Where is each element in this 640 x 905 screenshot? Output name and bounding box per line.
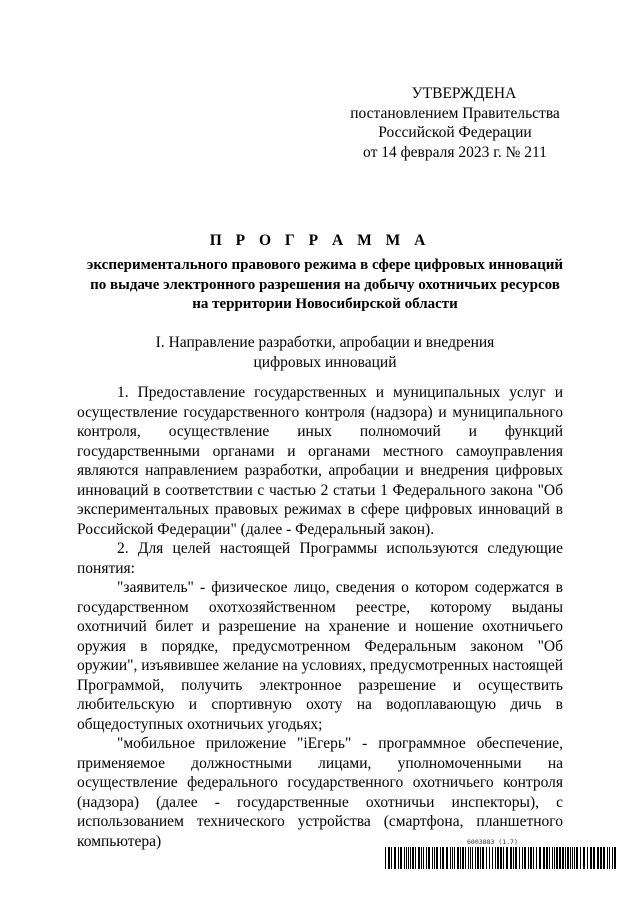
paragraph: 2. Для целей настоящей Программы используются следующие понятия: [77,540,563,577]
approval-date: от 14 февраля 2023 г. № 211 [363,143,547,161]
document-subtitle [60,256,590,315]
document-body [77,383,563,851]
approval-block [340,84,570,162]
approval-line: Российской Федерации [378,124,532,141]
subtitle-line: экспериментального правового режима в сфере цифровых инноваций [86,257,564,273]
barcode [385,838,617,869]
section-heading [120,333,530,372]
paragraph: "мобильное приложение "iЕгерь" - программное обеспечение, применяемое должностными лицами, уполномоченными на осуществление федерального государственного охотничьего контроля (надзора) (далее - государственные охотничьи инспекторы), с использованием технического устройства (смартфона, планшетного компьютера) [77,735,563,850]
approval-line: постановлением Правительства [350,104,560,122]
subtitle-line: на территории Новосибирской области [192,296,458,312]
paragraph: "заявитель" - физическое лицо, сведения о котором содержатся в государственном охотхозяйственном реестре, которому выданы охотничий билет и разрешение на хранение и ношение охотничьего оружия в порядке, предусмотренном Федеральным законом "Об оружии", изъявившее желание на условиях, предусмотренных настоящей Программой, получить электронное разрешение и осуществить любительскую и спортивную охоту на водоплавающую дичь в общедоступных охотничьих угодьях; [77,579,563,733]
approval-heading: УТВЕРЖДЕНА [411,85,517,102]
section-heading-line: I. Направление разработки, апробации и внедрения [155,334,495,351]
subtitle-line: по выдаче электронного разрешения на добычу охотничьих ресурсов [90,276,560,293]
barcode-number: 6003883 (1.7) [467,838,518,846]
document-title: П Р О Г Р А М М А [209,232,431,249]
section-heading-line: цифровых инноваций [253,353,397,371]
paragraph: 1. Предоставление государственных и муниципальных услуг и осуществление государственного контроля (надзора) и муниципального контроля, осуществление иных полномочий и функций государственными органами и органами местного самоуправления являются направлением разработки, апробации и внедрения цифровых инноваций в соответствии с частью 2 статьи 1 Федерального закона "Об экспериментальных правовых режимах в сфере цифровых инноваций в Российской Федерации" (далее - Федеральный закон). [77,384,563,538]
barcode-bars [385,847,617,869]
